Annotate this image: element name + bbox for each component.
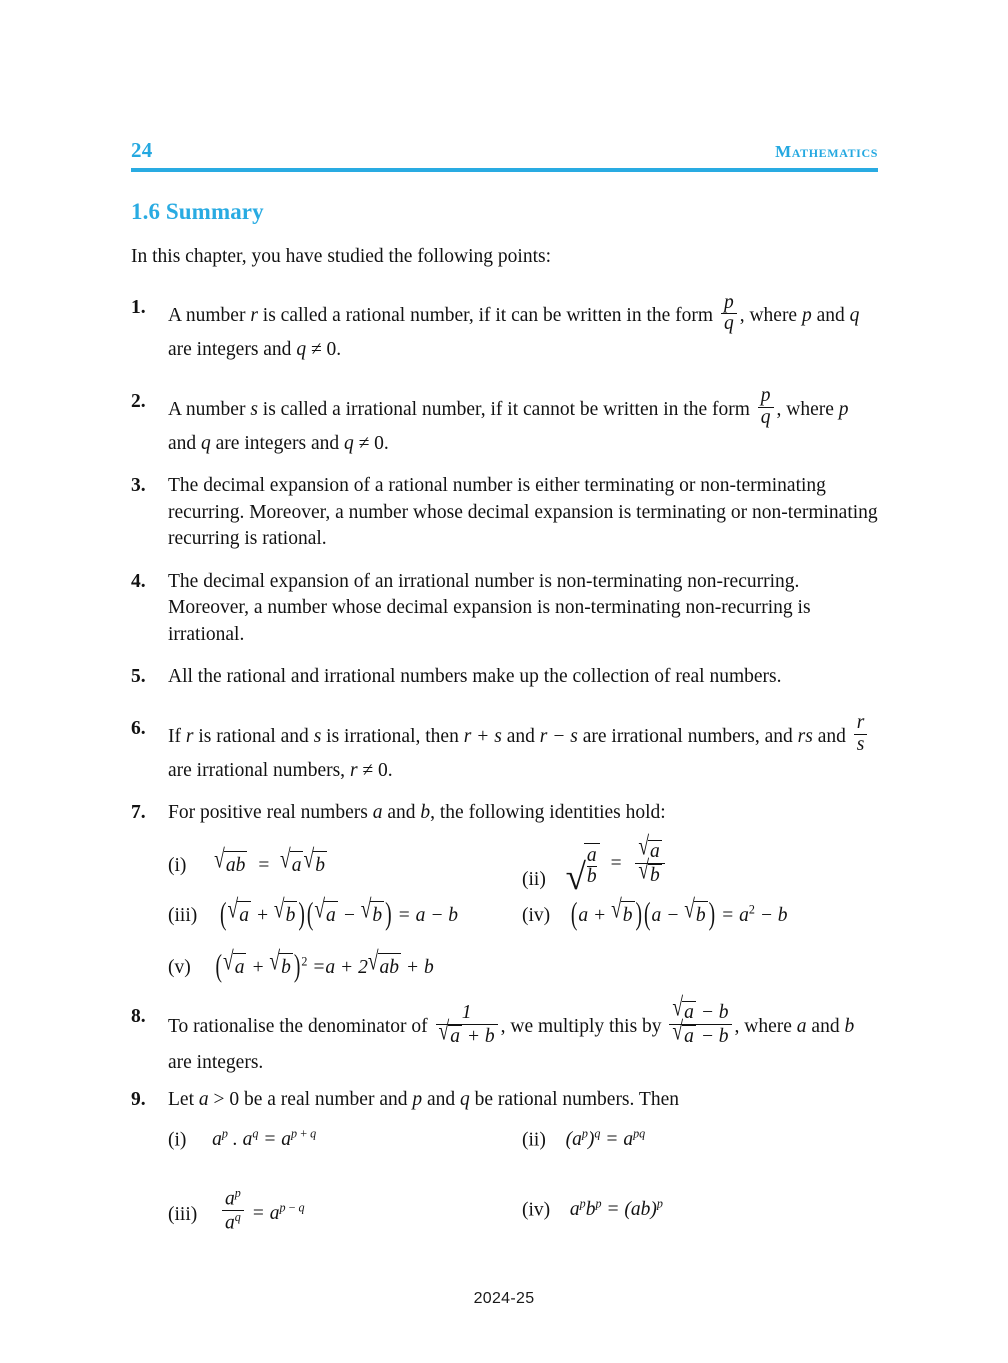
summary-point-9 <box>131 1087 878 1114</box>
identity-iii <box>168 895 458 932</box>
exponent-row-1 <box>168 1122 878 1164</box>
identity-formula: (√a + √b )$^2$ =a + 2√ab + b <box>215 947 434 984</box>
identity-formula: (a + √b ) (a − √b ) = $a^2 - b$ <box>570 895 788 932</box>
fraction-r-over-s: $\frac{r}{s}$ <box>854 713 868 755</box>
identity-row-2 <box>168 895 878 945</box>
identity-formula: $a^pb^p = (ab)^p$ <box>569 1196 663 1221</box>
summary-point-8 <box>131 994 878 1076</box>
point-text: Let a > 0 be a real number and p and q be rational numbers. Then <box>168 1089 679 1111</box>
point-number: 2. <box>131 390 146 412</box>
point-number: 1. <box>131 297 146 319</box>
identity-v <box>168 947 434 984</box>
point-text: For positive real numbers a and b, the following identities hold: <box>168 802 666 824</box>
point-text: To rationalise the denominator of $\frac{1}{√a + b}$ , we multiply this by $\frac{√a - b}{√a - b}$ , where a and b are integers. <box>168 994 855 1073</box>
page-content <box>131 138 878 1236</box>
intro-text: In this chapter, you have studied the following points: <box>131 246 552 267</box>
fraction-conjugate: $\frac{√a - b}{√a - b}$ <box>669 1001 731 1047</box>
fraction-p-over-q: $\frac{p}{q}$ <box>758 386 774 428</box>
identity-label: (i) <box>168 854 187 876</box>
identity-ii <box>522 833 668 898</box>
page-footer <box>0 1290 1008 1308</box>
summary-point-1 <box>131 291 878 363</box>
exponent-identity-ii <box>522 1126 645 1154</box>
summary-point-3 <box>131 473 878 553</box>
subject-title: Mathematics <box>775 142 878 161</box>
summary-point-6 <box>131 712 878 784</box>
point-number: 3. <box>131 475 146 497</box>
identity-label: (i) <box>168 1129 187 1151</box>
surd-identities-block <box>131 833 878 993</box>
point-text: The decimal expansion of an irrational number is non-terminating non-recurring. Moreover, a number whose decimal expansion is non-terminating non-recurring is irrational. <box>168 570 811 645</box>
exponent-identities-block <box>131 1122 878 1236</box>
exponent-identity-iii <box>168 1186 305 1237</box>
identity-formula: $\frac{a^p}{a^q}$ = $a^{p - q}$ <box>219 1203 305 1224</box>
point-number: 7. <box>131 802 146 824</box>
point-number: 9. <box>131 1089 146 1111</box>
identity-iv <box>522 895 788 932</box>
summary-point-7 <box>131 800 878 827</box>
fraction-one-over-root-a-plus-b: $\frac{1}{√a + b}$ <box>436 1003 498 1047</box>
point-text: A number r is called a rational number, if it can be written in the form $\frac{p}{q}$ , where p and q are integers and q ≠ 0. <box>168 291 860 361</box>
identity-label: (iii) <box>168 904 198 926</box>
identity-label: (ii) <box>522 1129 546 1151</box>
exponent-row-2 <box>168 1178 878 1236</box>
point-number: 6. <box>131 717 146 739</box>
identity-label: (v) <box>168 956 191 978</box>
identity-formula: √ab = √a √b <box>214 855 327 876</box>
summary-point-4 <box>131 569 878 649</box>
summary-point-2 <box>131 385 878 457</box>
fraction-p-over-q: $\frac{p}{q}$ <box>721 293 737 335</box>
identity-formula: √ $\frac{a}{b}$ = $\frac{√a}{√b}$ <box>566 855 668 876</box>
identity-row-1 <box>168 833 878 898</box>
footer-year: 2024-25 <box>473 1290 535 1307</box>
point-text: All the rational and irrational numbers make up the collection of real numbers. <box>168 666 782 688</box>
point-text: A number s is called a irrational number, if it cannot be written in the form $\frac{p}{q}$ , where p and q are integers and q ≠ 0. <box>168 385 849 454</box>
point-number: 5. <box>131 666 146 688</box>
identity-label: (iii) <box>168 1203 198 1225</box>
page-title: 1.6 Summary <box>131 199 264 224</box>
identity-i <box>168 845 327 880</box>
summary-points-list <box>131 291 878 1235</box>
exponent-identity-iv <box>522 1196 663 1224</box>
header-rule <box>131 168 878 172</box>
point-number: 4. <box>131 570 146 592</box>
identity-label: (iv) <box>522 904 551 926</box>
page-number: 24 <box>131 138 153 162</box>
identity-label: (iv) <box>522 1199 551 1221</box>
summary-point-5 <box>131 664 878 691</box>
identity-row-3 <box>168 945 878 993</box>
identity-formula: (√a + √b ) (√a − √b ) = a − b <box>220 895 458 932</box>
identity-formula: $(a^p)^q = a^{pq}$ <box>565 1126 646 1151</box>
point-text: The decimal expansion of a rational number is either terminating or non-terminating recurring. Moreover, a number whose decimal expansion is terminating or non-terminating recurring is rational. <box>168 475 878 550</box>
identity-label: (ii) <box>522 869 546 891</box>
running-head <box>131 138 878 163</box>
exponent-identity-i <box>168 1126 316 1154</box>
point-number: 8. <box>131 1005 146 1027</box>
identity-formula: $a^p$ . $a^q = a^{p + q}$ <box>212 1126 317 1151</box>
point-text: If r is rational and s is irrational, then r + s and r − s are irrational numbers, and rs and $\frac{r}{s}$ are irrational numbers, r ≠ 0. <box>168 726 870 781</box>
